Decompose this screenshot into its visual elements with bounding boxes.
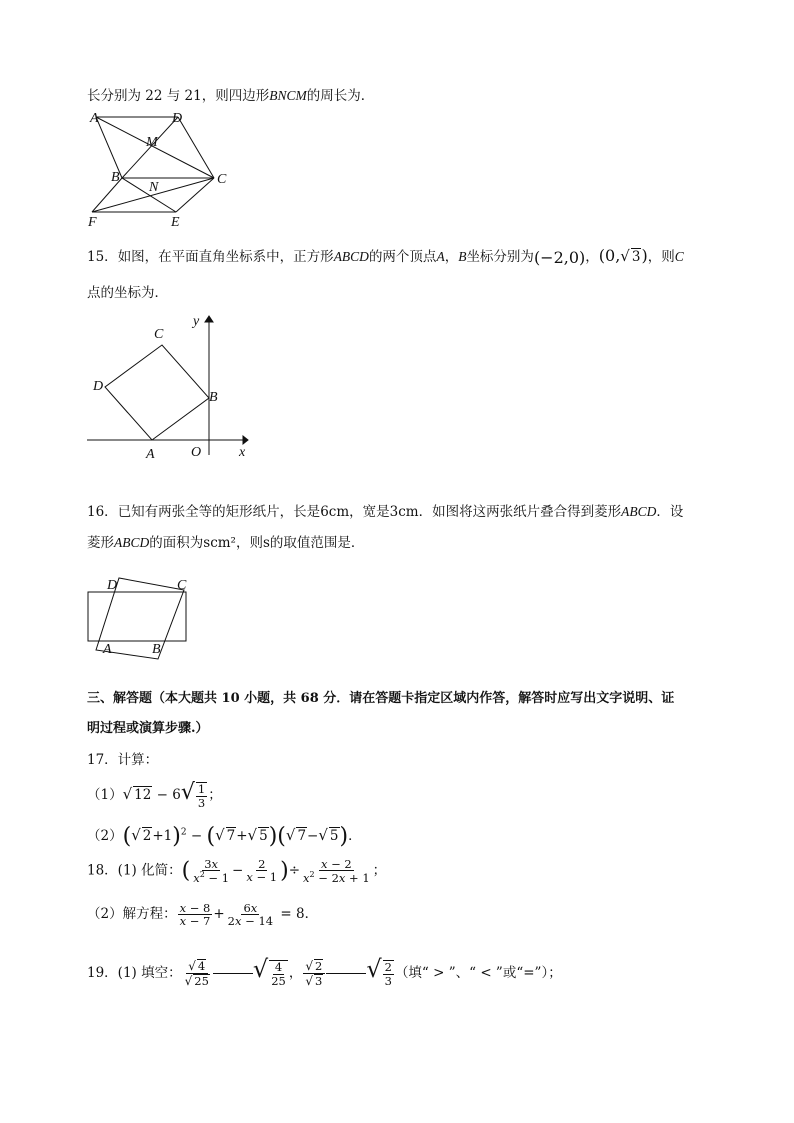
q18-part2: （2）解方程： $\frac{x - 8}{x - 7}$ + $\frac{6x}{2x - 14}$ = 8． [87, 901, 319, 929]
q17-part1: （1）√ 12 − 6√ $\frac{1}{3}$ ； [87, 780, 222, 810]
q14-label-c: C [217, 172, 227, 187]
q15-label-c: C [154, 327, 164, 342]
q16-label-c: C [177, 578, 187, 593]
q17-title: 17．计算： [87, 752, 159, 768]
q14-figure [80, 108, 240, 228]
q16-figure [85, 562, 205, 662]
section3-line1: 三、解答题（本大题共 10 小题，共 68 分．请在答题卡指定区域内作答，解答时应写出文字说明、证 [87, 691, 675, 706]
q14-label-d: D [172, 111, 183, 126]
q15-label-b: B [209, 390, 218, 405]
q16-label-d: D [107, 578, 118, 593]
q18-part1: 18．(1) 化简：( $\frac{3x}{x^2 - 1}$ − $\frac{2}{x - 1}$ )÷ $\frac{x - 2}{x^2 - 2x + 1}$ ； [87, 857, 387, 885]
q16-label-b: B [152, 642, 161, 657]
q14-text: 长分别为 22 与 21，则四边形BNCM的周长为． [87, 88, 375, 104]
q15-label-x: x [239, 445, 246, 460]
q15-figure [85, 310, 255, 465]
q14-label-a: A [90, 111, 99, 126]
q14-label-b: B [111, 170, 120, 185]
q16-line1: 16．已知有两张全等的矩形纸片，长是6cm，宽是3cm．如图将这两张纸片叠合得到菱形ABCD．设 [87, 504, 684, 520]
q17-part2: （2）(√ 2+1)$^2$ − (√ 7+√ 5)(√ 7−√ 5)． [87, 824, 362, 849]
section3-line2: 明过程或演算步骤.） [87, 721, 209, 736]
q15-label-y: y [193, 314, 200, 329]
q14-label-n: N [149, 180, 159, 195]
q15-label-a: A [146, 447, 155, 462]
q16-line2: 菱形ABCD的面积为scm²，则s的取值范围是． [87, 535, 365, 551]
q14-label-e: E [171, 215, 180, 228]
q15-line1: 15．如图，在平面直角坐标系中，正方形ABCD的两个顶点A，B坐标分别为(−2,0)，(0,√ 3)，则C [87, 246, 684, 267]
q14-label-f: F [88, 215, 97, 228]
q14-label-m: M [146, 135, 158, 150]
q15-label-d: D [93, 379, 104, 394]
q16-label-a: A [103, 642, 112, 657]
q15-label-o: O [191, 445, 202, 460]
q19-part1: 19．(1) 填空： $\frac{√ 4}{√ 25}$ √ $\frac{4}{25}$ ， $\frac{√ 2}{√ 3}$ √ $\frac{2}{3}$ （填“ > ”、“ < ”或“=”）； [87, 955, 562, 988]
q15-line2: 点的坐标为． [87, 285, 168, 301]
